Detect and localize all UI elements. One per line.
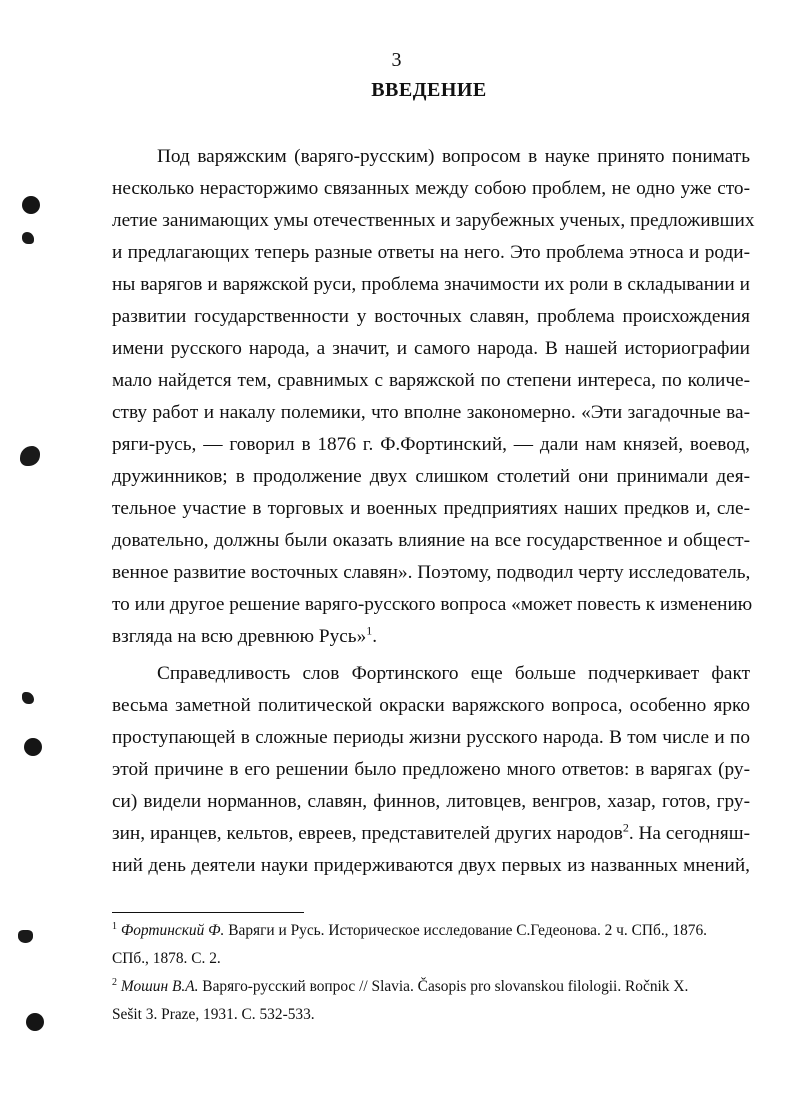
- body-line-text: зин, иранцев, кельтов, евреев, представителей других народов: [112, 823, 623, 844]
- body-line: си) видели норманнов, славян, финнов, литовцев, венгров, хазар, готов, гру-: [112, 791, 750, 812]
- footnote-text: Варяги и Русь. Историческое исследование С.Гедеонова. 2 ч. СПб., 1876.: [224, 922, 707, 939]
- ink-speck-mark: [22, 232, 34, 244]
- body-line: весьма заметной политической окраски варяжского вопроса, особенно ярко: [112, 695, 750, 716]
- footnote-1: [112, 921, 750, 941]
- body-line: ний день деятели науки придерживаются двух первых из названных мнений,: [112, 855, 750, 876]
- footnote-2: [112, 977, 750, 997]
- footnote-author: Мошин В.А.: [120, 978, 199, 995]
- body-line: [112, 822, 750, 846]
- punch-hole-mark: [22, 196, 40, 214]
- footnote-text: Варяго-русский вопрос // Slavia. Časopis pro slovanskou filologii. Ročnik X.: [198, 978, 689, 995]
- footnote-2-cont: Sešit 3. Praze, 1931. С. 532-533.: [112, 1006, 315, 1023]
- body-line: ряги-русь, — говорил в 1876 г. Ф.Фортинский, — дали нам князей, воевод,: [112, 434, 750, 455]
- body-line: мало найдется тем, сравнимых с варяжской по степени интереса, по количе-: [112, 370, 750, 391]
- body-line: Справедливость слов Фортинского еще больше подчеркивает факт: [157, 663, 750, 684]
- body-line: имени русского народа, а значит, и самого народа. В нашей историографии: [112, 338, 750, 359]
- body-line: и предлагающих теперь разные ответы на него. Это проблема этноса и роди-: [112, 242, 750, 263]
- body-line: несколько нерасторжимо связанных между собою проблем, не одно уже сто-: [112, 178, 750, 199]
- sentence-period: .: [372, 626, 378, 647]
- page-number: 3: [391, 49, 402, 71]
- body-line: проступающей в сложные периоды жизни русского народа. В том числе и по: [112, 727, 750, 748]
- body-line: Под варяжским (варяго-русским) вопросом в науке принято понимать: [157, 146, 750, 167]
- body-line: развитии государственности у восточных славян, проблема происхождения: [112, 306, 750, 327]
- body-line: летие занимающих умы отечественных и зарубежных ученых, предложивших: [112, 210, 755, 231]
- page-title: ВВЕДЕНИЕ: [371, 79, 487, 101]
- body-line: довательно, должны были оказать влияние на все государственное и общест-: [112, 530, 750, 551]
- body-line: то или другое решение варяго-русского вопроса «может повесть к изменению: [112, 594, 753, 615]
- footnote-ref: 1: [366, 623, 373, 638]
- body-line: ству работ и накалу полемики, что вполне закономерно. «Эти загадочные ва-: [112, 402, 750, 423]
- footnote-ref: 2: [622, 820, 629, 835]
- footnote-1-cont: СПб., 1878. С. 2.: [112, 950, 221, 967]
- footnote-number: 1: [112, 920, 117, 932]
- body-line: этой причине в его решении было предложено много ответов: в варягах (ру-: [112, 759, 750, 780]
- body-line: венное развитие восточных славян». Поэтому, подводил черту исследователь,: [112, 562, 751, 583]
- footnote-number: 2: [112, 976, 117, 988]
- body-line: тельное участие в торговых и военных предприятиях наших предков и, сле-: [112, 498, 750, 519]
- punch-hole-mark: [24, 738, 42, 756]
- body-line: дружинников; в продолжение двух слишком столетий они принимали дея-: [112, 466, 750, 487]
- ink-speck-mark: [18, 930, 33, 943]
- punch-hole-mark: [26, 1013, 44, 1031]
- body-line: [112, 625, 750, 649]
- body-line-text: . На сегодняш-: [628, 823, 751, 844]
- body-line-text: взгляда на всю древнюю Русь»: [112, 626, 367, 647]
- footnote-divider: [112, 912, 304, 913]
- body-line: ны варягов и варяжской руси, проблема значимости их роли в складывании и: [112, 274, 750, 295]
- footnote-author: Фортинский Ф.: [120, 922, 225, 939]
- ink-speck-mark: [22, 692, 34, 704]
- ink-blot-mark: [20, 446, 40, 466]
